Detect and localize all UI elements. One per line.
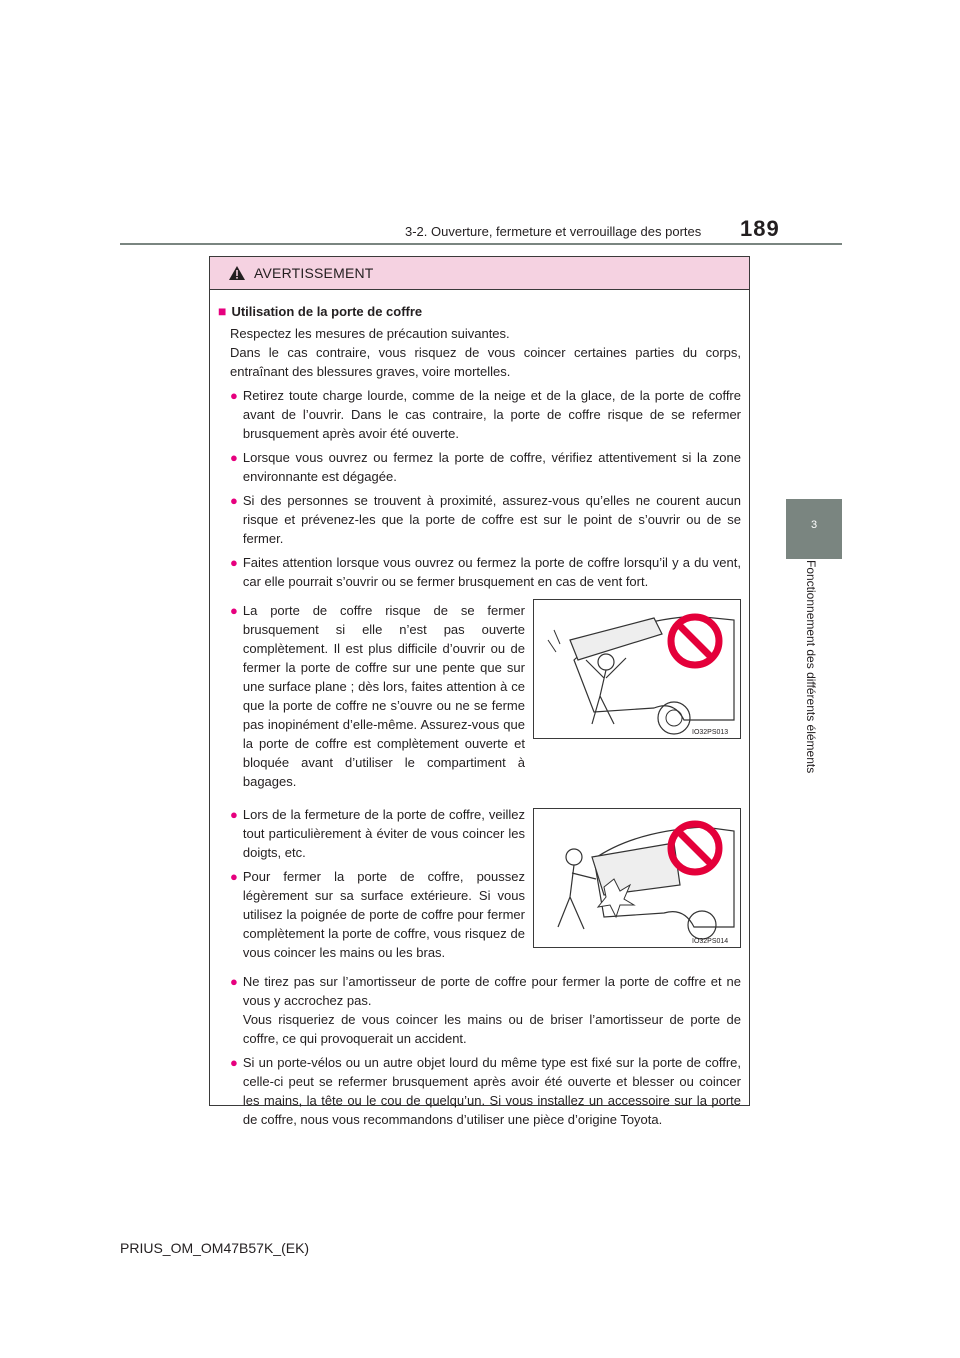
bullet-item — [218, 805, 525, 862]
bullet-text: La porte de coffre risque de se fermer brusquement si elle n’est pas ouverte complètement. Il est plus difficile d’ouvrir ou de fermer la porte de coffre sur une pente que sur une surface plane ; dès lors, faites attention à ce que la porte de coffre ne s’ouvre ou ne se ferme pas inopinément d’elle-même. Assurez-vous que la porte de coffre est complètement ouverte et bloquée avant d’utiliser le compartiment à bagages. — [242, 603, 525, 789]
warning-body — [210, 290, 749, 1129]
bullet-item — [218, 448, 741, 486]
header-divider — [120, 243, 842, 245]
figure-row-1 — [218, 596, 741, 796]
bullet-dot-icon: ● — [230, 1055, 238, 1070]
figure-trunk-closing — [533, 808, 741, 948]
bullet-dot-icon: ● — [230, 807, 238, 822]
warning-header — [210, 257, 749, 290]
bullet-text: Lors de la fermeture de la porte de coffre, veillez tout particulièrement à éviter de vous coincer les doigts, etc. — [242, 807, 525, 860]
subheading-text: Utilisation de la porte de coffre — [231, 304, 423, 319]
bullet-dot-icon: ● — [230, 555, 238, 570]
bullet-dot-icon: ● — [230, 493, 238, 508]
bullet-line: Ne tirez pas sur l’amortisseur de porte de coffre pour fermer la porte de coffre et ne vous y accrochez pas. — [242, 974, 741, 1008]
bullet-item — [218, 601, 525, 791]
bullet-text: Si des personnes se trouvent à proximité, assurez-vous qu’elles ne courent aucun risque et prévenez-les que la porte de coffre est sur le point de s’ouvrir ou de se fermer. — [242, 493, 741, 546]
prohibition-icon — [666, 819, 724, 877]
square-bullet-icon: ■ — [218, 303, 227, 319]
bullet-item — [218, 972, 741, 1048]
warning-box — [209, 256, 750, 1127]
document-code: PRIUS_OM_OM47B57K_(EK) — [120, 1240, 310, 1256]
bullet-item — [218, 1053, 741, 1129]
figure-2-code: IO32PS014 — [692, 938, 729, 945]
bullet-item — [218, 491, 741, 548]
bullet-text: Si un porte-vélos ou un autre objet lourd du même type est fixé sur la porte de coffre, celle-ci peut se refermer brusquement après avoir été ouverte et blesser ou coincer les mains, la tête ou le cou de quelqu’un. Si vous installez un accessoire sur la porte de coffre, nous vous recommandons d’utiliser une pièce d’origine Toyota. — [242, 1055, 741, 1127]
section-title: 3-2. Ouverture, fermeture et verrouillage des portes — [405, 224, 702, 239]
chapter-tab: 3 — [786, 499, 842, 559]
prohibition-icon — [666, 612, 724, 670]
bullet-dot-icon: ● — [230, 603, 238, 618]
bullet-item — [218, 867, 525, 962]
bullet-dot-icon: ● — [230, 450, 238, 465]
bullet-text: Retirez toute charge lourde, comme de la neige et de la glace, de la porte de coffre avant de l’ouvrir. Dans le cas contraire, la porte de coffre risque de se refermer brusquement après avoir été ouverte. — [242, 388, 741, 441]
bullet-text: Faites attention lorsque vous ouvrez ou fermez la porte de coffre lorsqu’il y a du vent, car elle pourrait s’ouvrir ou se fermer brusquement en cas de vent fort. — [242, 555, 741, 589]
figure-1-code: IO32PS013 — [692, 729, 729, 736]
bullet-text: Pour fermer la porte de coffre, poussez légèrement sur sa surface extérieure. Si vous utilisez la poignée de porte de coffre pour fermer complètement la porte de coffre, vous risquez de vous coincer les mains ou les bras. — [242, 869, 525, 960]
bullet-item — [218, 386, 741, 443]
bullet-dot-icon: ● — [230, 388, 238, 403]
page-number: 189 — [740, 216, 780, 241]
figure-2-text-column — [218, 800, 525, 967]
figure-trunk-open — [533, 599, 741, 739]
chapter-label: Fonctionnement des différents éléments — [804, 560, 818, 774]
bullet-text — [243, 972, 741, 1048]
bullet-text: Lorsque vous ouvrez ou fermez la porte de coffre, vérifiez attentivement si la zone environnante est dégagée. — [242, 450, 741, 484]
figure-row-2 — [218, 800, 741, 967]
bullet-dot-icon: ● — [230, 974, 238, 989]
intro-line-2: Dans le cas contraire, vous risquez de vous coincer certaines parties du corps, entraînant des blessures graves, voire mortelles. — [230, 345, 741, 379]
bullet-line: Vous risqueriez de vous coincer les mains ou de briser l’amortisseur de porte de coffre, ce qui provoquerait un accident. — [242, 1012, 741, 1046]
bullet-dot-icon: ● — [230, 869, 238, 884]
warning-triangle-icon — [228, 265, 246, 281]
warning-title: AVERTISSEMENT — [254, 265, 374, 281]
subheading — [218, 302, 741, 321]
figure-1-text-column — [218, 596, 525, 796]
bullet-item — [218, 553, 741, 591]
intro-line-1: Respectez les mesures de précaution suivantes. — [230, 326, 510, 341]
